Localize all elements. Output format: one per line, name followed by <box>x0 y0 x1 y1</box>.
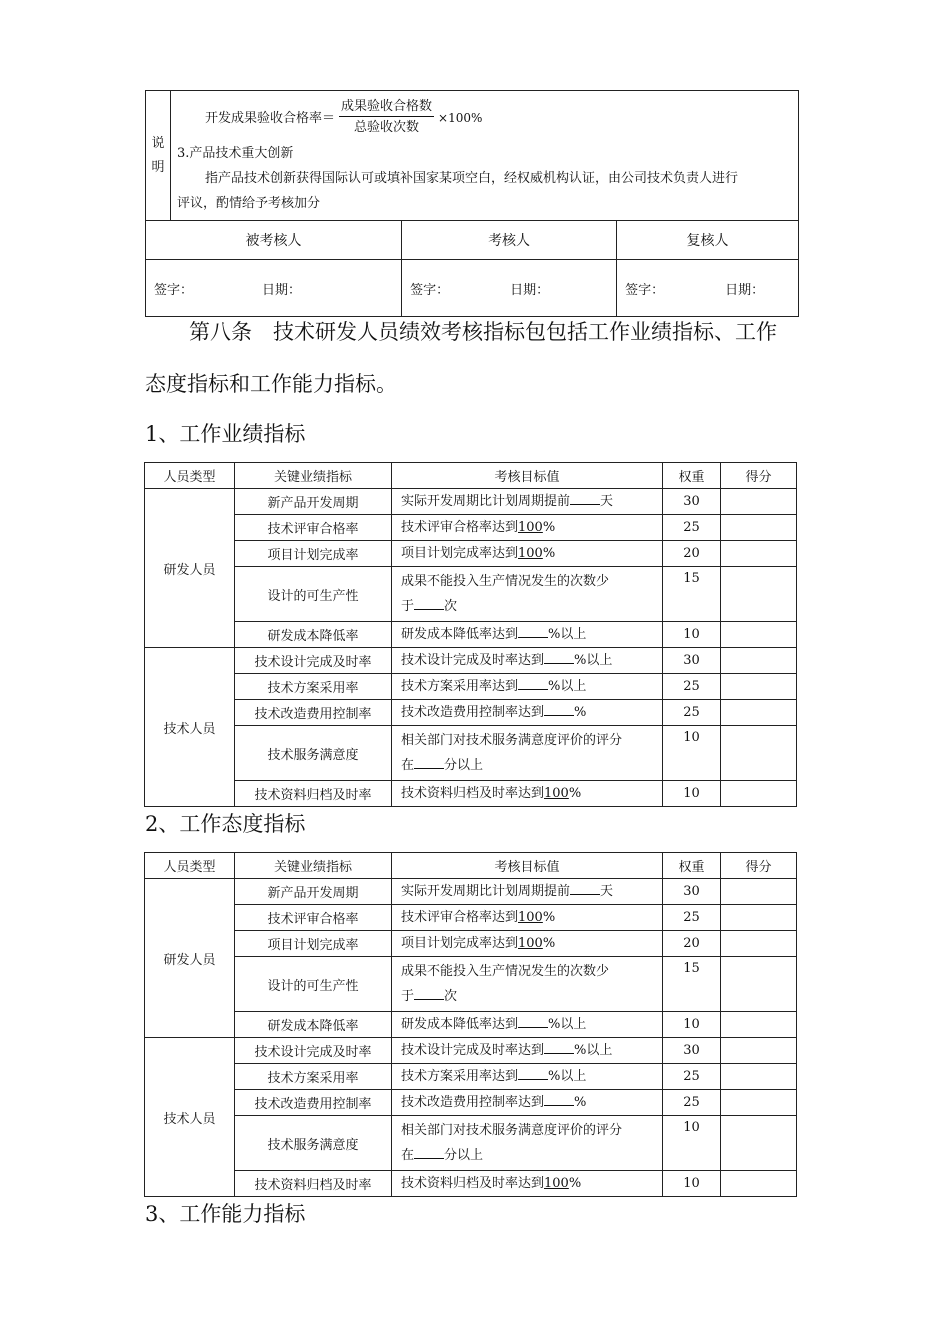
indicator-cell: 设计的可生产性 <box>235 567 392 622</box>
weight-cell: 30 <box>663 648 721 674</box>
target-underlined-value: 100 <box>518 520 543 535</box>
target-text: 在 <box>401 758 415 773</box>
reviewer-header: 复核人 <box>617 221 799 260</box>
score-cell[interactable] <box>721 1090 797 1116</box>
score-cell[interactable] <box>721 700 797 726</box>
target-cell <box>392 1090 663 1116</box>
target-suffix: %以上 <box>548 679 587 694</box>
target-cell <box>392 1171 663 1197</box>
indicator-cell: 技术评审合格率 <box>235 905 392 931</box>
weight-cell: 30 <box>663 489 721 515</box>
target-underlined-value: 100 <box>518 936 543 951</box>
indicator-cell: 设计的可生产性 <box>235 957 392 1012</box>
table-row <box>145 541 797 567</box>
section3-heading: 3、工作能力指标 <box>145 1202 306 1226</box>
target-cell <box>392 931 663 957</box>
kpi-table-body <box>145 463 797 807</box>
target-suffix: 天 <box>600 884 614 899</box>
weight-cell: 10 <box>663 1171 721 1197</box>
target-text: 项目计划完成率达到 <box>401 546 519 561</box>
target-suffix: % <box>568 786 582 801</box>
indicator-cell: 项目计划完成率 <box>235 931 392 957</box>
group-label: 技术人员 <box>145 648 235 807</box>
date-label: 日期： <box>725 282 765 298</box>
target-text: 技术资料归档及时率达到 <box>401 1176 545 1191</box>
performance-kpi-table <box>144 462 797 807</box>
score-cell[interactable] <box>721 1012 797 1038</box>
target-suffix: %以上 <box>574 653 613 668</box>
target-text: 技术评审合格率达到 <box>401 520 519 535</box>
target-suffix: % <box>542 546 556 561</box>
target-text: 技术评审合格率达到 <box>401 910 519 925</box>
target-cell <box>392 879 663 905</box>
weight-cell: 15 <box>663 567 721 622</box>
formula-name: 开发成果验收合格率＝ <box>205 110 336 126</box>
target-suffix: %以上 <box>548 1069 587 1084</box>
sign-label: 签字： <box>625 282 665 298</box>
target-cell <box>392 1064 663 1090</box>
target-underlined-value: 100 <box>544 1176 569 1191</box>
indicator-cell: 技术设计完成及时率 <box>235 648 392 674</box>
table-row <box>145 781 797 807</box>
fill-in-blank[interactable] <box>518 676 548 690</box>
indicator-cell: 新产品开发周期 <box>235 879 392 905</box>
header-target-value: 考核目标值 <box>392 463 663 489</box>
header-person-type: 人员类型 <box>145 853 235 879</box>
target-text: 技术资料归档及时率达到 <box>401 786 545 801</box>
fill-in-blank[interactable] <box>518 1014 548 1028</box>
weight-cell: 10 <box>663 1012 721 1038</box>
table-row <box>145 931 797 957</box>
weight-cell: 25 <box>663 1090 721 1116</box>
fill-in-blank[interactable] <box>570 491 600 505</box>
score-cell[interactable] <box>721 515 797 541</box>
formula-fraction <box>339 98 434 138</box>
target-text: 技术方案采用率达到 <box>401 679 519 694</box>
sign-label: 签字： <box>154 282 194 298</box>
table-row <box>145 567 797 622</box>
target-suffix: 次 <box>444 989 458 1004</box>
fill-in-blank[interactable] <box>414 986 444 1000</box>
score-cell[interactable] <box>721 541 797 567</box>
fill-in-blank[interactable] <box>544 702 574 716</box>
header-weight: 权重 <box>663 463 721 489</box>
attitude-kpi-table <box>144 852 797 1197</box>
table-row <box>145 726 797 781</box>
target-text: 技术改造费用控制率达到 <box>401 705 545 720</box>
score-cell[interactable] <box>721 957 797 1012</box>
table-row <box>145 1171 797 1197</box>
formula-denominator: 总验收次数 <box>354 120 420 135</box>
target-underlined-value: 100 <box>544 786 569 801</box>
fill-in-blank[interactable] <box>414 755 444 769</box>
target-cell <box>392 1038 663 1064</box>
target-suffix: % <box>542 520 556 535</box>
score-cell[interactable] <box>721 1116 797 1171</box>
indicator-cell: 技术改造费用控制率 <box>235 700 392 726</box>
indicator-cell: 新产品开发周期 <box>235 489 392 515</box>
assessment-note-table <box>145 90 799 317</box>
table-row <box>145 700 797 726</box>
indicator-cell: 研发成本降低率 <box>235 622 392 648</box>
score-cell[interactable] <box>721 648 797 674</box>
target-line1: 成果不能投入生产情况发生的次数少 <box>401 964 610 979</box>
target-cell <box>392 515 663 541</box>
indicator-cell: 技术方案采用率 <box>235 1064 392 1090</box>
weight-cell: 10 <box>663 781 721 807</box>
score-cell[interactable] <box>721 567 797 622</box>
indicator-cell: 技术资料归档及时率 <box>235 1171 392 1197</box>
score-cell[interactable] <box>721 622 797 648</box>
target-text: 技术设计完成及时率达到 <box>401 1043 545 1058</box>
sign-label: 签字： <box>410 282 450 298</box>
table-row <box>145 1064 797 1090</box>
table-row <box>145 905 797 931</box>
target-cell <box>392 1012 663 1038</box>
target-suffix: % <box>542 936 556 951</box>
table-row <box>145 957 797 1012</box>
article8-line2: 态度指标和工作能力指标。 <box>145 372 397 396</box>
target-cell <box>392 567 663 622</box>
assessee-header: 被考核人 <box>146 221 402 260</box>
indicator-cell: 技术设计完成及时率 <box>235 1038 392 1064</box>
table-row <box>145 674 797 700</box>
fill-in-blank[interactable] <box>414 1145 444 1159</box>
target-suffix: % <box>568 1176 582 1191</box>
fill-in-blank[interactable] <box>518 1066 548 1080</box>
score-cell[interactable] <box>721 1171 797 1197</box>
target-suffix: % <box>574 705 587 720</box>
target-suffix: 天 <box>600 494 614 509</box>
indicator-cell: 研发成本降低率 <box>235 1012 392 1038</box>
target-text: 于 <box>401 989 415 1004</box>
weight-cell: 25 <box>663 674 721 700</box>
indicator-cell: 技术资料归档及时率 <box>235 781 392 807</box>
target-cell <box>392 674 663 700</box>
table-row <box>145 1116 797 1171</box>
target-underlined-value: 100 <box>518 546 543 561</box>
target-text: 研发成本降低率达到 <box>401 627 519 642</box>
target-line2 <box>401 753 662 778</box>
item3-title: 3.产品技术重大创新 <box>177 146 294 161</box>
header-key-indicator: 关键业绩指标 <box>235 853 392 879</box>
target-suffix: %以上 <box>574 1043 613 1058</box>
target-text: 技术方案采用率达到 <box>401 1069 519 1084</box>
indicator-cell: 项目计划完成率 <box>235 541 392 567</box>
date-label: 日期： <box>262 282 302 298</box>
weight-cell: 20 <box>663 931 721 957</box>
table-row <box>145 879 797 905</box>
table-row <box>145 1012 797 1038</box>
weight-cell: 10 <box>663 622 721 648</box>
target-suffix: %以上 <box>548 627 587 642</box>
weight-cell: 15 <box>663 957 721 1012</box>
target-cell <box>392 622 663 648</box>
indicator-cell: 技术改造费用控制率 <box>235 1090 392 1116</box>
section2-heading: 2、工作态度指标 <box>145 812 306 836</box>
score-cell[interactable] <box>721 1064 797 1090</box>
header-person-type: 人员类型 <box>145 463 235 489</box>
header-score: 得分 <box>721 463 797 489</box>
target-cell <box>392 905 663 931</box>
target-line2 <box>401 1143 662 1168</box>
weight-cell: 25 <box>663 700 721 726</box>
header-score: 得分 <box>721 853 797 879</box>
formula-suffix: ×100% <box>438 110 483 125</box>
table-row <box>145 1038 797 1064</box>
target-cell <box>392 489 663 515</box>
target-text: 技术改造费用控制率达到 <box>401 1095 545 1110</box>
header-weight: 权重 <box>663 853 721 879</box>
article8-line1: 第八条 技术研发人员绩效考核指标包包括工作业绩指标、工作 <box>189 320 777 344</box>
indicator-cell: 技术服务满意度 <box>235 1116 392 1171</box>
note-label <box>146 91 171 221</box>
target-text: 技术设计完成及时率达到 <box>401 653 545 668</box>
weight-cell: 30 <box>663 1038 721 1064</box>
target-suffix: %以上 <box>548 1017 587 1032</box>
weight-cell: 25 <box>663 515 721 541</box>
weight-cell: 10 <box>663 1116 721 1171</box>
target-cell <box>392 541 663 567</box>
target-line1: 成果不能投入生产情况发生的次数少 <box>401 574 610 589</box>
target-suffix: % <box>574 1095 587 1110</box>
indicator-cell: 技术评审合格率 <box>235 515 392 541</box>
target-suffix: % <box>542 910 556 925</box>
indicator-cell: 技术服务满意度 <box>235 726 392 781</box>
target-cell <box>392 1116 663 1171</box>
target-line1: 相关部门对技术服务满意度评价的评分 <box>401 733 623 748</box>
target-cell <box>392 700 663 726</box>
target-suffix: 次 <box>444 599 458 614</box>
section1-heading: 1、工作业绩指标 <box>145 422 306 446</box>
weight-cell: 10 <box>663 726 721 781</box>
target-suffix: 分以上 <box>444 1148 484 1163</box>
target-text: 在 <box>401 1148 415 1163</box>
weight-cell: 30 <box>663 879 721 905</box>
header-target-value: 考核目标值 <box>392 853 663 879</box>
score-cell[interactable] <box>721 931 797 957</box>
fill-in-blank[interactable] <box>414 596 444 610</box>
group-label: 研发人员 <box>145 879 235 1038</box>
target-underlined-value: 100 <box>518 910 543 925</box>
table-row <box>145 1090 797 1116</box>
target-text: 于 <box>401 599 415 614</box>
note-label-text: 说明 <box>151 135 165 175</box>
item3-text-line2: 评议，酌情给予考核加分 <box>177 196 321 211</box>
target-cell <box>392 648 663 674</box>
fill-in-blank[interactable] <box>570 881 600 895</box>
article8-paragraph <box>145 306 815 410</box>
indicator-cell: 技术方案采用率 <box>235 674 392 700</box>
table-row <box>145 648 797 674</box>
target-text: 项目计划完成率达到 <box>401 936 519 951</box>
score-cell[interactable] <box>721 489 797 515</box>
target-cell <box>392 957 663 1012</box>
target-suffix: 分以上 <box>444 758 484 773</box>
score-cell[interactable] <box>721 905 797 931</box>
score-cell[interactable] <box>721 1038 797 1064</box>
weight-cell: 25 <box>663 1064 721 1090</box>
table-row <box>145 515 797 541</box>
fill-in-blank[interactable] <box>544 650 574 664</box>
target-line2 <box>401 984 662 1009</box>
score-cell[interactable] <box>721 726 797 781</box>
group-label: 研发人员 <box>145 489 235 648</box>
kpi-table-body <box>145 853 797 1197</box>
date-label: 日期： <box>510 282 550 298</box>
note-body <box>171 91 799 221</box>
score-cell[interactable] <box>721 781 797 807</box>
score-cell[interactable] <box>721 879 797 905</box>
item3-text-line1: 指产品技术创新获得国际认可或填补国家某项空白，经权威机构认证，由公司技术负责人进行 <box>205 171 739 186</box>
target-line1: 相关部门对技术服务满意度评价的评分 <box>401 1123 623 1138</box>
target-text: 实际开发周期比计划周期提前 <box>401 884 571 899</box>
table-row <box>145 622 797 648</box>
formula-numerator: 成果验收合格数 <box>339 98 434 117</box>
weight-cell: 25 <box>663 905 721 931</box>
target-text: 研发成本降低率达到 <box>401 1017 519 1032</box>
group-label: 技术人员 <box>145 1038 235 1197</box>
score-cell[interactable] <box>721 674 797 700</box>
target-cell <box>392 781 663 807</box>
target-cell <box>392 726 663 781</box>
weight-cell: 20 <box>663 541 721 567</box>
fill-in-blank[interactable] <box>544 1092 574 1106</box>
fill-in-blank[interactable] <box>544 1040 574 1054</box>
assessor-header: 考核人 <box>402 221 617 260</box>
target-text: 实际开发周期比计划周期提前 <box>401 494 571 509</box>
table-row <box>145 489 797 515</box>
target-line2 <box>401 594 662 619</box>
acceptance-rate-formula <box>177 95 790 141</box>
fill-in-blank[interactable] <box>518 624 548 638</box>
header-key-indicator: 关键业绩指标 <box>235 463 392 489</box>
